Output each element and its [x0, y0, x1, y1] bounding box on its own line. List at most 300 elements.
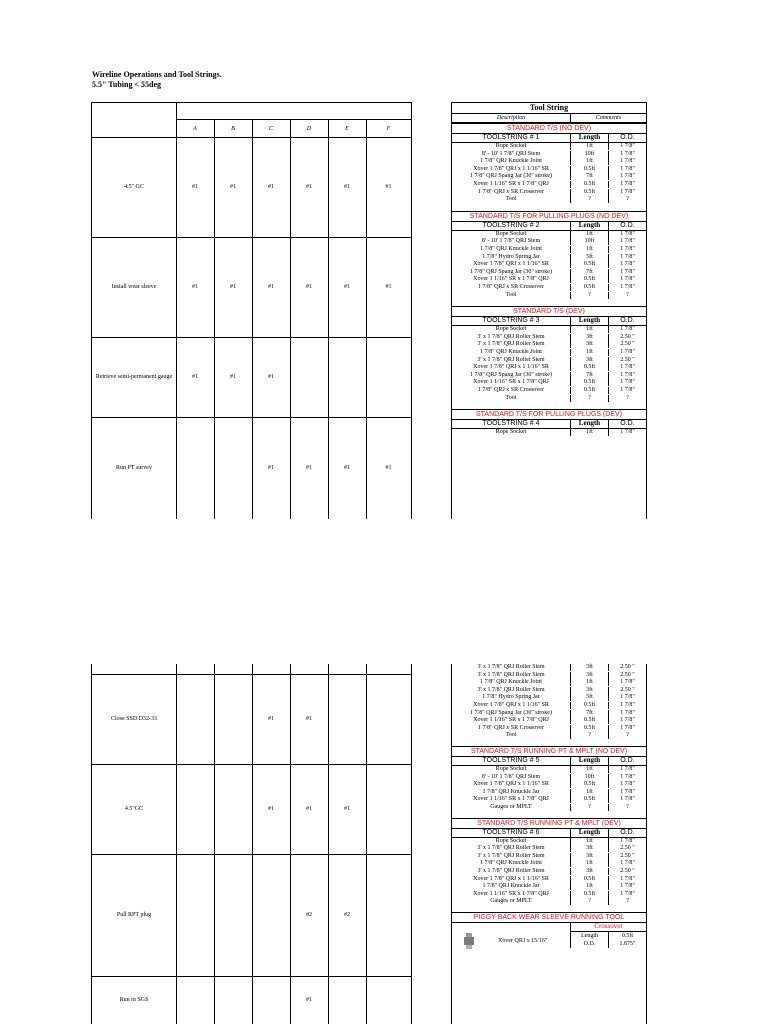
- tool-item-description: 1 7/8" QRJ Knuckle Joint: [480, 679, 542, 686]
- tool-item-description: Xover 1 7/8" QRJ x 1 1/16" SR: [473, 364, 549, 371]
- description-header: Description: [496, 115, 526, 121]
- tool-item-row: [452, 672, 646, 679]
- tool-item-row: [452, 717, 646, 724]
- tool-item-od: 1 7/8": [608, 379, 646, 386]
- tool-item-description: 1 7/8" QRJ x SR Crossover: [478, 284, 544, 290]
- title-line-1: Wireline Operations and Tool Strings.: [92, 70, 222, 79]
- well-value-cell: [214, 854, 252, 976]
- operation-header: [92, 103, 176, 137]
- section-title: STANDARD T/S FOR PULLING PLUGS (NO DEV): [452, 211, 646, 222]
- operation-cell: [94, 664, 174, 674]
- tool-item-length: 1ft: [570, 246, 608, 253]
- tool-item-length: 0.5ft: [570, 189, 608, 196]
- tool-item-od: 1 7/8": [608, 891, 646, 898]
- tool-item-row: [452, 246, 646, 253]
- tool-item-row: [452, 151, 646, 158]
- tool-item-row: [452, 326, 646, 333]
- tool-item-od: 1 7/8": [608, 774, 646, 781]
- tool-item-length: 1ft: [570, 429, 608, 436]
- tool-item-description: 3' x 1 7/8" QRJ Roller Stem: [477, 664, 545, 670]
- tool-item-length: 7ft: [570, 710, 608, 717]
- tool-item-row: [452, 357, 646, 364]
- document-title: [92, 70, 222, 90]
- tool-item-length: 3ft: [570, 845, 608, 852]
- tool-item-row: [452, 883, 646, 890]
- tool-item-description: Rope Socket: [495, 143, 527, 149]
- tool-item-row: [452, 702, 646, 709]
- well-value-cell: #1: [268, 283, 274, 290]
- crossover-label: Crossover: [570, 922, 646, 932]
- well-value-cell: [176, 976, 214, 1024]
- well-column-a: A: [193, 125, 197, 132]
- tool-item-od: ?: [608, 196, 646, 203]
- tool-item-length: 5ft: [570, 694, 608, 701]
- tool-item-length: 0.5ft: [570, 261, 608, 268]
- tool-item-length: 7ft: [570, 269, 608, 276]
- tool-item-row: [452, 166, 646, 173]
- tool-item-description: Xover 1 1/16" SR x 1 7/8" QRJ: [473, 796, 549, 803]
- tool-item-row: [452, 664, 646, 671]
- well-value-cell: #1: [268, 373, 274, 380]
- tool-item-length: 0.5ft: [570, 181, 608, 188]
- well-value-cell: #1: [230, 183, 236, 190]
- well-value-cell: #1: [344, 464, 350, 471]
- tool-item-od: 1 7/8": [608, 679, 646, 686]
- tool-item-length: 3ft: [570, 853, 608, 860]
- tool-string-title: Tool String: [452, 103, 646, 114]
- well-value-cell: [214, 976, 252, 1024]
- tool-item-row: [452, 238, 646, 245]
- well-value-cell: [328, 337, 366, 417]
- tool-item-length: 3ft: [570, 672, 608, 679]
- tool-item-od: 1 7/8": [608, 789, 646, 796]
- tool-item-description: Gauges or MPLT: [490, 804, 532, 810]
- tool-item-length: 1ft: [570, 326, 608, 333]
- well-value-cell: [366, 764, 411, 854]
- operation-cell: 4.5" GC: [124, 183, 144, 190]
- piggy-od-label: O.D.: [570, 940, 608, 948]
- tool-item-row: [452, 876, 646, 883]
- tool-item-od: 1 7/8": [608, 269, 646, 276]
- tool-item-length: 10ft: [570, 774, 608, 781]
- tool-item-description: Tool: [505, 196, 517, 203]
- od-header: O.D.: [608, 419, 646, 428]
- tool-item-row: [452, 158, 646, 165]
- tool-item-length: 5ft: [570, 254, 608, 261]
- piggy-length-row: [452, 932, 646, 940]
- tool-item-length: 0.5ft: [570, 891, 608, 898]
- od-header: O.D.: [608, 828, 646, 837]
- tool-item-length: 1ft: [570, 158, 608, 165]
- tool-item-description: Xover 1 1/16" SR x 1 7/8" QRJ: [473, 379, 549, 386]
- tool-item-length: 3ft: [570, 357, 608, 364]
- tool-item-od: 1 7/8": [608, 876, 646, 883]
- tool-item-od: ?: [608, 292, 646, 299]
- tool-item-description: 1 7/8" QRJ Spang Jar (30" stroke): [470, 371, 552, 378]
- tool-item-od: 2.50 ": [608, 341, 646, 348]
- well-value-cell: #1: [268, 183, 274, 190]
- tool-item-row: [452, 679, 646, 686]
- well-value-cell: #1: [306, 464, 312, 471]
- tool-item-description: Tool: [505, 291, 517, 298]
- well-value-cell: #1: [268, 805, 274, 812]
- tool-item-description: 1 7/8" Hydro Spring Jar: [482, 694, 540, 701]
- tool-string-panel-bottom: [451, 664, 647, 1024]
- well-value-cell: [366, 674, 411, 764]
- tool-item-row: [452, 379, 646, 386]
- tool-item-description: 8' - 10' 1 7/8" QRJ Stem: [481, 238, 541, 245]
- tool-item-row: [452, 845, 646, 852]
- length-header: Length: [570, 316, 608, 325]
- tool-item-description: Rope Socket: [495, 326, 527, 333]
- tool-item-row: [452, 694, 646, 701]
- well-value-cell: #1: [306, 183, 312, 190]
- length-header: Length: [570, 756, 608, 765]
- tool-item-od: 1 7/8": [608, 261, 646, 268]
- tool-item-row: [452, 143, 646, 150]
- toolstring-name: TOOLSTRING # 1: [482, 134, 540, 141]
- tool-item-od: 1 7/8": [608, 173, 646, 180]
- section-title: PIGGY BACK WEAR SLEEVE RUNNING TOOL: [452, 912, 646, 923]
- operation-cell: Close SSD D32-33: [110, 715, 157, 722]
- tool-item-length: 0.5ft: [570, 725, 608, 732]
- tool-item-row: [452, 395, 646, 402]
- tool-item-row: [452, 173, 646, 180]
- tool-item-length: 10ft: [570, 151, 608, 158]
- piggy-od-value: 1.875": [608, 940, 646, 948]
- well-value-cell: [176, 417, 214, 519]
- tool-item-description: 1 7/8" QRJ Spang Jar (30" stroke): [470, 173, 552, 180]
- section-title: STANDARD T/S (NO DEV): [452, 123, 646, 134]
- well-value-cell: [176, 854, 214, 976]
- tool-item-description: 1 7/8" QRJ x SR Crossover: [478, 724, 544, 731]
- tool-item-od: 2.50 ": [608, 334, 646, 341]
- well-value-cell: [328, 976, 366, 1024]
- toolstring-header-row: [452, 133, 646, 143]
- tool-item-description: 1 7/8" QRJ Knuckle Joint: [480, 158, 542, 165]
- well-value-cell: #1: [268, 715, 274, 722]
- tool-item-od: 1 7/8": [608, 143, 646, 150]
- piggy-length-label: Length: [570, 932, 608, 940]
- tool-item-length: 0.5ft: [570, 284, 608, 291]
- tool-item-length: 3ft: [570, 687, 608, 694]
- tool-item-od: 1 7/8": [608, 166, 646, 173]
- tool-item-row: [452, 364, 646, 371]
- toolstring-name: TOOLSTRING # 6: [482, 828, 540, 836]
- well-value-cell: #2: [306, 911, 312, 918]
- well-column-c: C: [268, 125, 273, 132]
- piggy-length-value: 0.5ft: [608, 932, 646, 940]
- tool-item-od: 2.50 ": [608, 672, 646, 679]
- tool-item-row: [452, 898, 646, 905]
- tool-item-row: [452, 796, 646, 803]
- toolstring-header-row: [452, 221, 646, 231]
- well-column-e: E: [345, 125, 349, 132]
- well-value-cell: #1: [306, 805, 312, 812]
- tool-item-length: 3ft: [570, 664, 608, 671]
- well-value-cell: [176, 764, 214, 854]
- tool-item-description: 1 7/8" QRJ Knuckle Joint: [480, 246, 542, 252]
- tool-item-od: 1 7/8": [608, 181, 646, 188]
- tool-item-row: [452, 189, 646, 196]
- toolstring-name: TOOLSTRING # 5: [482, 757, 540, 764]
- well-value-cell: [328, 664, 366, 674]
- tool-item-description: 3' x 1 7/8" QRJ Roller Stem: [477, 852, 545, 859]
- tool-item-length: 0.5ft: [570, 796, 608, 803]
- tool-item-description: 3' x 1 7/8" QRJ Roller Stem: [477, 333, 545, 340]
- tool-item-length: 1ft: [570, 838, 608, 845]
- tool-item-description: 1 7/8" QRJ Knuckle Joint: [480, 860, 542, 867]
- tool-item-length: 3ft: [570, 334, 608, 341]
- section-title: STANDARD T/S FOR PULLING PLUGS (DEV): [452, 409, 646, 420]
- well-value-cell: [252, 976, 290, 1024]
- tool-item-row: [452, 231, 646, 238]
- tool-item-description: Rope Socket: [495, 429, 527, 436]
- tool-item-description: Xover 1 1/16" SR x 1 7/8" QRJ: [473, 276, 549, 283]
- tool-item-length: 0.5ft: [570, 387, 608, 394]
- tool-item-length: ?: [570, 196, 608, 203]
- tool-item-description: 1 7/8" QRJ Spang Jar (30" stroke): [470, 709, 552, 716]
- tool-item-od: 1 7/8": [608, 883, 646, 890]
- well-value-cell: #1: [230, 373, 236, 380]
- tool-item-row: [452, 774, 646, 781]
- tool-item-description: 3' x 1 7/8" QRJ Roller Stem: [477, 341, 545, 348]
- tool-item-description: Gauges or MPLT: [490, 898, 532, 905]
- well-value-cell: [366, 976, 411, 1024]
- tool-item-length: 3ft: [570, 868, 608, 875]
- well-column-b: B: [231, 125, 235, 132]
- tool-item-od: 1 7/8": [608, 246, 646, 253]
- tool-item-od: 2.50 ": [608, 853, 646, 860]
- well-value-cell: [290, 664, 328, 674]
- grid-hline: [176, 119, 411, 120]
- tool-item-row: [452, 725, 646, 732]
- tool-item-length: ?: [570, 898, 608, 905]
- well-value-cell: #1: [268, 464, 274, 471]
- tool-item-length: 0.5ft: [570, 876, 608, 883]
- tool-item-description: Tool: [505, 394, 517, 401]
- section-title: STANDARD T/S RUNNING PT & MPLT (NO DEV): [452, 746, 646, 757]
- tool-item-length: 1ft: [570, 789, 608, 796]
- tool-item-od: 1 7/8": [608, 781, 646, 788]
- toolstring-name: TOOLSTRING # 3: [482, 317, 540, 325]
- tool-item-description: 3' x 1 7/8" QRJ Roller Stem: [477, 868, 545, 874]
- well-value-cell: #1: [344, 805, 350, 812]
- tool-item-description: 3' x 1 7/8" QRJ Roller Stem: [477, 671, 545, 678]
- length-header: Length: [570, 133, 608, 142]
- tool-item-row: [452, 261, 646, 268]
- tool-item-description: Xover 1 1/16" SR x 1 7/8" QRJ: [473, 717, 549, 724]
- tool-item-description: Rope Socket: [495, 230, 527, 237]
- tool-item-row: [452, 781, 646, 788]
- tool-item-row: [452, 710, 646, 717]
- well-value-cell: #1: [192, 183, 198, 190]
- tool-item-description: Rope Socket: [495, 766, 527, 772]
- operation-cell: Run PT survey: [116, 464, 152, 471]
- tool-item-od: ?: [608, 804, 646, 811]
- tool-item-length: 1ft: [570, 860, 608, 867]
- tool-item-description: 1 7/8" QRJ x SR Crossover: [478, 387, 544, 393]
- tool-item-description: 1 7/8" Hydro Spring Jar: [482, 253, 540, 260]
- tool-item-od: 2.50 ": [608, 845, 646, 852]
- tool-item-od: 1 7/8": [608, 725, 646, 732]
- tool-item-length: 7ft: [570, 372, 608, 379]
- tool-item-row: [452, 269, 646, 276]
- tool-item-od: 1 7/8": [608, 702, 646, 709]
- well-value-cell: #1: [230, 283, 236, 290]
- tool-item-od: 1 7/8": [608, 158, 646, 165]
- tool-item-row: [452, 429, 646, 436]
- tool-item-length: 10ft: [570, 238, 608, 245]
- comments-header: Comments: [570, 114, 646, 122]
- tool-item-od: 1 7/8": [608, 254, 646, 261]
- tool-item-od: 1 7/8": [608, 151, 646, 158]
- tool-item-length: 0.5ft: [570, 166, 608, 173]
- crossover-tool-icon: [464, 933, 474, 949]
- tool-item-od: 1 7/8": [608, 349, 646, 356]
- tool-item-od: 1 7/8": [608, 766, 646, 773]
- well-value-cell: [252, 854, 290, 976]
- tool-item-description: 1 7/8" QRJ x SR Crossover: [478, 188, 544, 195]
- well-value-cell: [290, 337, 328, 417]
- tool-item-length: 0.5ft: [570, 379, 608, 386]
- tool-item-length: 1ft: [570, 143, 608, 150]
- toolstring-header-row: [452, 756, 646, 766]
- well-value-cell: [214, 664, 252, 674]
- operations-table-top: [91, 102, 412, 519]
- tool-item-row: [452, 292, 646, 299]
- tool-item-od: 1 7/8": [608, 710, 646, 717]
- well-value-cell: [366, 337, 411, 417]
- tool-item-length: ?: [570, 292, 608, 299]
- tool-item-od: 2.50 ": [608, 868, 646, 875]
- tool-item-od: 1 7/8": [608, 276, 646, 283]
- tool-item-row: [452, 687, 646, 694]
- tool-item-length: ?: [570, 395, 608, 402]
- section-title: STANDARD T/S (DEV): [452, 306, 646, 317]
- length-header: Length: [570, 828, 608, 837]
- tool-item-length: ?: [570, 804, 608, 811]
- tool-item-row: [452, 766, 646, 773]
- tool-item-od: 1 7/8": [608, 796, 646, 803]
- tool-string-panel-top: [451, 102, 647, 519]
- tool-item-od: 2.50 ": [608, 664, 646, 671]
- operation-cell: Pull RPT plug: [116, 911, 152, 918]
- well-column-f: F: [386, 125, 391, 132]
- well-value-cell: [176, 674, 214, 764]
- tool-item-length: 7ft: [570, 173, 608, 180]
- tool-item-od: ?: [608, 732, 646, 739]
- tool-item-description: 3' x 1 7/8" QRJ Roller Stem: [477, 845, 545, 852]
- tool-item-description: 1 7/8" QRJ Spang Jar (30" stroke): [470, 268, 552, 275]
- tool-item-od: 1 7/8": [608, 387, 646, 394]
- od-header: O.D.: [608, 133, 646, 142]
- tool-item-description: Xover 1 7/8" QRJ x 1 1/16" SR: [473, 875, 549, 882]
- tool-item-length: 0.5ft: [570, 781, 608, 788]
- od-header: O.D.: [608, 756, 646, 765]
- tool-item-description: Xover 1 7/8" QRJ x 1 1/16" SR: [473, 781, 549, 788]
- section-title: STANDARD T/S RUNNING PT & MPLT (DEV): [452, 818, 646, 829]
- tool-item-od: 1 7/8": [608, 838, 646, 845]
- tool-item-od: 1 7/8": [608, 231, 646, 238]
- tool-item-description: 1 7/8" QRJ Knuckle Jar: [482, 883, 540, 890]
- tool-item-description: 3' x 1 7/8" QRJ Roller Stem: [477, 356, 545, 363]
- tool-item-od: 1 7/8": [608, 717, 646, 724]
- tool-item-length: 0.5ft: [570, 276, 608, 283]
- tool-item-description: Rope Socket: [495, 837, 527, 844]
- well-column-d: D: [306, 125, 312, 132]
- well-value-cell: #1: [192, 373, 198, 380]
- tool-string-subheader: [452, 114, 646, 123]
- od-header: O.D.: [608, 221, 646, 230]
- tool-item-row: [452, 891, 646, 898]
- well-value-cell: [252, 664, 290, 674]
- tool-item-row: [452, 804, 646, 811]
- tool-item-od: 1 7/8": [608, 284, 646, 291]
- well-value-cell: [176, 664, 214, 674]
- tool-item-od: 1 7/8": [608, 364, 646, 371]
- well-number-header: [176, 101, 411, 115]
- tool-item-row: [452, 838, 646, 845]
- tool-item-od: ?: [608, 395, 646, 402]
- operations-table-bottom: [91, 664, 412, 1024]
- tool-item-description: 8' - 10' 1 7/8" QRJ Stem: [481, 150, 541, 157]
- well-value-cell: [214, 417, 252, 519]
- tool-item-length: 3ft: [570, 341, 608, 348]
- tool-item-row: [452, 276, 646, 283]
- operation-cell: Install wear sleeve: [111, 283, 157, 290]
- well-value-cell: [214, 764, 252, 854]
- tool-item-od: 1 7/8": [608, 860, 646, 867]
- tool-item-description: Xover 1 7/8" QRJ x 1 1/16" SR: [473, 702, 549, 708]
- tool-item-od: ?: [608, 898, 646, 905]
- well-value-cell: [214, 674, 252, 764]
- tool-item-length: 1ft: [570, 766, 608, 773]
- toolstring-header-row: [452, 316, 646, 326]
- tool-item-row: [452, 196, 646, 203]
- tool-item-row: [452, 349, 646, 356]
- operation-cell: Run in SGS: [119, 996, 149, 1003]
- well-value-cell: #1: [385, 283, 392, 290]
- well-value-cell: #1: [306, 283, 312, 290]
- toolstring-name: TOOLSTRING # 2: [482, 221, 540, 229]
- tool-item-length: 0.5ft: [570, 702, 608, 709]
- tool-item-od: 2.50 ": [608, 357, 646, 364]
- title-line-2: 5.5" Tubing < 55deg: [92, 80, 162, 89]
- crossover-description: Xover QRJ x 15/16": [498, 938, 548, 944]
- well-value-cell: #1: [385, 464, 392, 471]
- toolstring-header-row: [452, 419, 646, 429]
- tool-item-od: 2.50 ": [608, 687, 646, 694]
- operation-cell: Retrieve semi-permanent gauge: [95, 373, 173, 380]
- tool-item-description: 1 7/8" QRJ Knuckle Joint: [480, 349, 542, 355]
- tool-item-row: [452, 860, 646, 867]
- tool-item-od: 1 7/8": [608, 238, 646, 245]
- tool-item-length: 0.5ft: [570, 364, 608, 371]
- tool-item-row: [452, 372, 646, 379]
- tool-item-row: [452, 732, 646, 739]
- piggy-od-row: [452, 940, 646, 948]
- well-value-cell: [366, 854, 411, 976]
- well-value-cell: #1: [306, 715, 312, 722]
- well-value-cell: #1: [344, 183, 350, 190]
- tool-item-length: 1ft: [570, 231, 608, 238]
- tool-item-row: [452, 254, 646, 261]
- toolstring-header-row: [452, 828, 646, 838]
- tool-item-od: 1 7/8": [608, 326, 646, 333]
- tool-item-description: Xover 1 7/8" QRJ x 1 1/16" SR: [473, 165, 549, 172]
- well-value-cell: #1: [344, 283, 350, 290]
